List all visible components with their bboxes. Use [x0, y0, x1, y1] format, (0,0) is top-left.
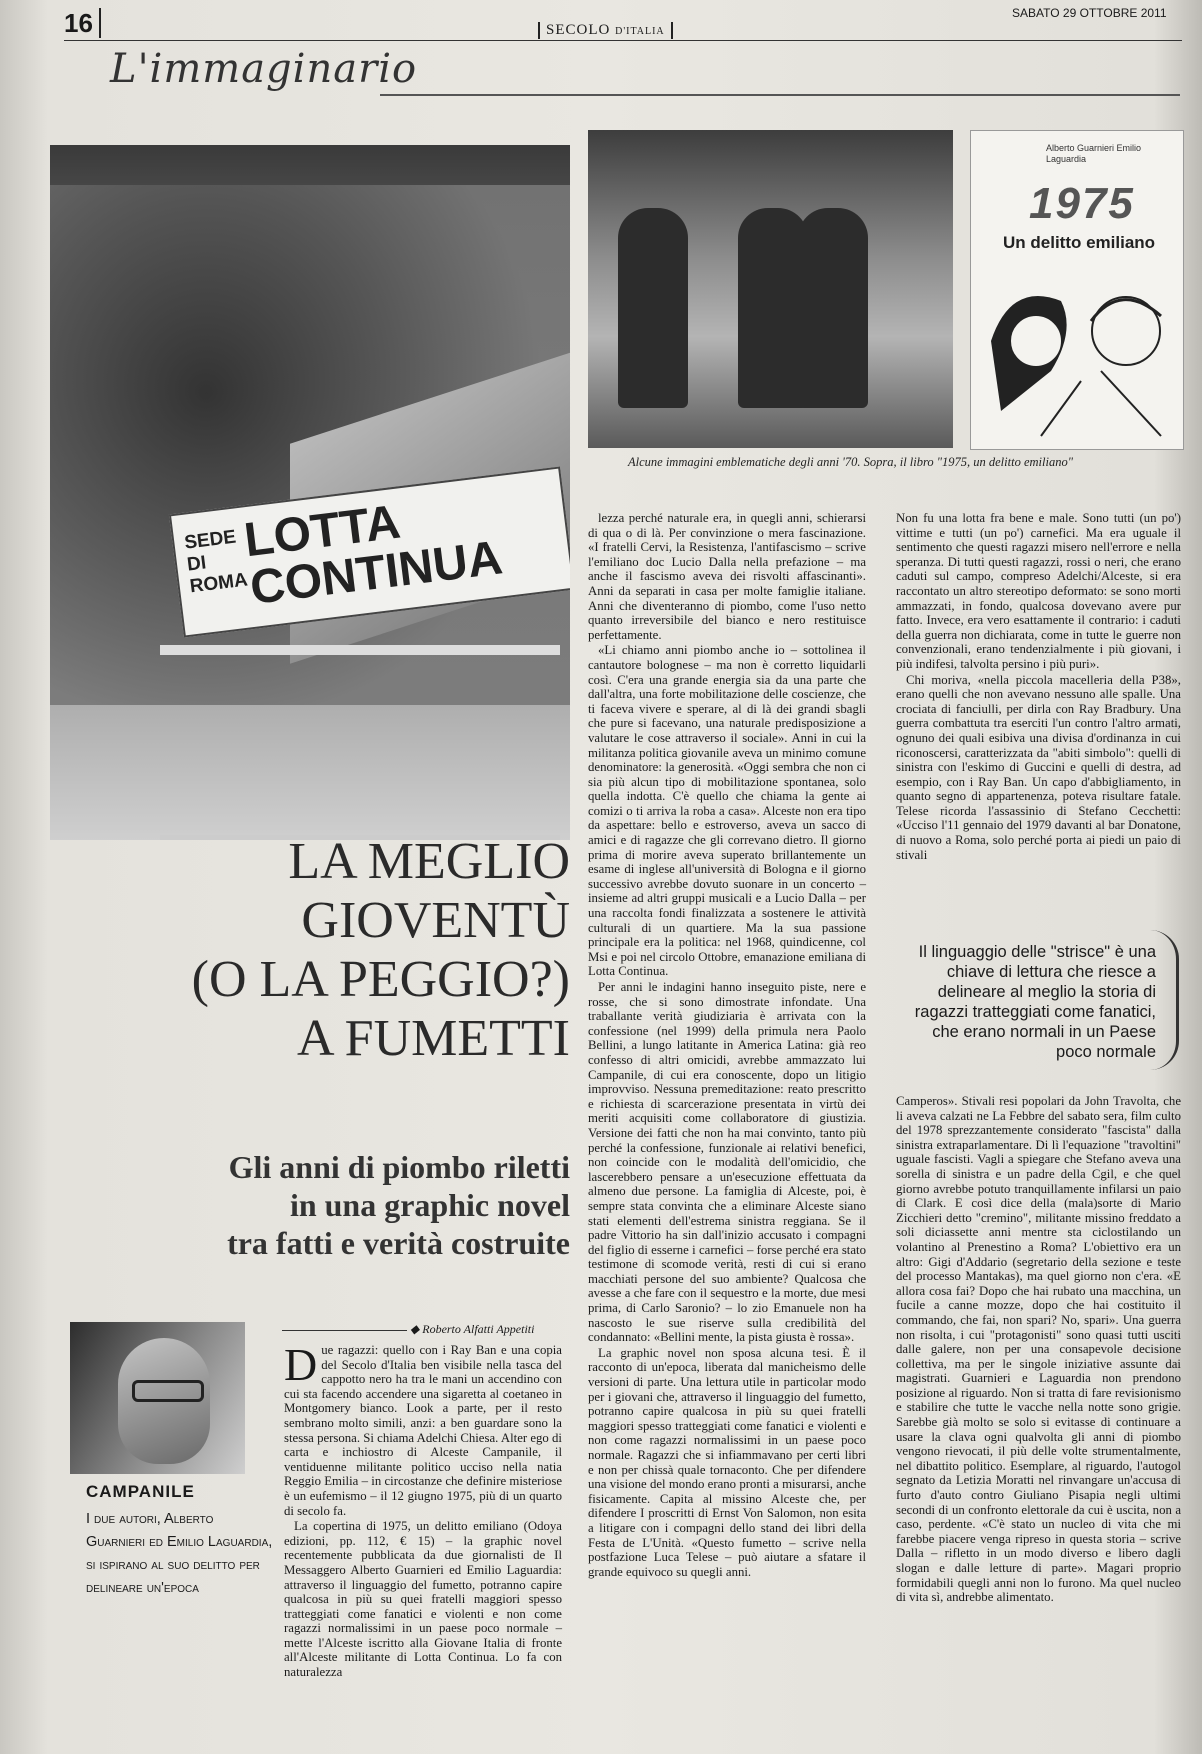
demonstration-photo [50, 145, 570, 840]
article-column-3 [896, 511, 1181, 863]
headline-line-4: A FUMETTI [297, 1010, 570, 1067]
issue-date: SABATO 29 OTTOBRE 2011 [1012, 6, 1167, 20]
col3b-paragraph-1: Camperos». Stivali resi popolari da John Travolta, che li aveva calzati ne La Febbre del sabato sera, film culto del 1978 sprezzantemente considerato "fascista" dalla sinistra extraparlamentare. Di lì l'equazione "travoltini" uguale fascisti. Vagli a spiegare che Stefano aveva una sorella di sinistra e un padre della Cgil, e che quel giorno avrebbe potuto tranquillamente infilarsi un paio di Clark. E così dice della (mala)sorte di Mario Zicchieri detto "cremino", militante missino freddato a soli diciassette anni mentre sta ciclostilando un volantino al Prenestino a Roma? L'obiettivo era un altro: Gigi d'Addario (segretario della sezione e teste del processo Mantakas), ma quel giorno non c'era. «E allora cosa fai? Dopo che hai rubato una macchina, un fucile a canne mozze, dopo che hai costituito il commando, che fai, non spari? No, spari». Una guerra non risolta, i cui "protagonisti" sono quasi tutti usciti dalle galere, non per una consapevole decisione collettiva, ma per le singole iniziative assunte dai magistrati. Guarnieri e Laguardia non prendono posizione al riguardo. Non si tratta di fare revisionismo e stabilire che tutte le vacche nella notte sono grigie. Sarebbe già molto se solo si evitasse di continuare a usare la clava ogni qualvolta gli anni di piombo vengono rievocati, il più delle volte strumentalmente, nel dibattito politico. Esemplare, al riguardo, l'autogol segnato da Letizia Moratti nel rinvangare un'accusa di furto d'auto contro Giuliano Pisapia negli ultimi secondi di un confronto elettorale da cui è uscita, non a caso, perdente. «C'è stato un nucleo di vita che mi farebbe piacere venga ripreso in questa storia – scrive Dalla – rifletto in un modo diverso e libero dagli slogan e dalle letture di parte». Magari proprio formidabili quegli anni non lo furono. Ma quel nucleo di vita sì, andrebbe alimentato. [896, 1094, 1181, 1605]
book-cover-image [970, 130, 1184, 450]
fence-shape [160, 645, 560, 840]
book-year: 1975 [1029, 179, 1135, 228]
col2-paragraph-4: La graphic novel non sposa alcuna tesi. È il racconto di un'epoca, liberata dal manicheismo delle versioni di parte. Una lettura utile in particolar modo per i giovani che, attraverso il linguaggio del fumetto, potranno capire qualcosa in più su quei fratelli maggiori spesso tratteggiati come fanatici e violenti e non come ragazzi normalissimi in un paese poco normale. Ragazzi che si infiammavano per certi libri e non per chissà quale tornaconto. Che per difendere una visione del mondo erano pronti a misurarsi, anche fisicamente. Capita al missino Alceste che, per difendere I proscritti di Ernst Von Salomon, non esita a litigare con i compagni dello stand dei libri della Festa de L'Unità. «Questo fumetto – scrive nella postfazione Luca Telese – può aiutare a sfatare il grande equivoco su quegli anni. [588, 1345, 866, 1579]
article-headline [160, 832, 570, 1068]
sidebar-title: CAMPANILE [86, 1482, 195, 1501]
headline-line-1: LA MEGLIO [288, 833, 570, 890]
col1-paragraph-1 [284, 1339, 562, 1518]
top-rule [64, 40, 1182, 41]
comic-drawing [981, 261, 1173, 441]
col3-paragraph-2: Chi moriva, «nella piccola macelleria della P38», erano quelli che non avevano nessuno alle spalle. Una crociata di fanciulli, per dirla con Ray Bradbury. Una guerra combattuta tra eserciti l'un contro l'altro armati, ognuno dei quali esibiva una divisa d'ordinanza in cui riconoscersi, caratterizzata da "abiti simbolo": quelli di sinistra con l'eskimo di Guccini e quelli di destra, ad esempio, con i Ray Ban. Un capo d'abbigliamento, in quanto segno di appartenenza, poteva risultare fatale. Telese ricorda l'assassinio di Stefano Cecchetti: «Ucciso l'11 gennaio del 1979 davanti al bar Donatone, di nuovo a Roma, solo perché porta ai piedi un paio di stivali [896, 672, 1181, 862]
paper-name [538, 22, 673, 39]
article-column-2 [588, 511, 866, 1580]
banner-text-large: LOTTA CONTINUA [241, 495, 506, 615]
portrait-glasses-shape [132, 1380, 204, 1402]
section-rule [380, 94, 1180, 96]
sidebar-text: I due autori, Alberto Guarnieri ed Emilio Laguardia, si ispirano al suo delitto per delineare un'epoca [86, 1511, 273, 1596]
street-clash-photo [588, 130, 953, 448]
paper-name-main: SECOLO [546, 22, 611, 38]
col1-paragraph-2: La copertina di 1975, un delitto emiliano (Odoya edizioni, pp. 112, € 15) – la graphic novel recentemente pubblicata da due giornalisti de Il Messaggero Alberto Guarnieri ed Emilio Laguardia: attraverso il linguaggio del fumetto, potranno capire qualcosa in più su quei fratelli maggiori spesso tratteggiati come fanatici e violenti e non come ragazzi normalissimi in un paese poco normale – mette l'Alceste iscritto alla Giovane Italia di fronte all'Alceste militante di Lotta Continua. Lo fa con naturalezza [284, 1519, 562, 1680]
subheadline-line-2: in una graphic novel [289, 1187, 570, 1223]
byline-rule [282, 1330, 407, 1331]
article-column-1 [284, 1339, 562, 1681]
book-authors: Alberto Guarnieri Emilio Laguardia [1046, 143, 1142, 164]
headline-line-2: GIOVENTÙ [301, 892, 570, 949]
figure-3 [798, 208, 868, 408]
banner-text-small: SEDE DI ROMA [183, 526, 249, 598]
article-column-3-continued [896, 1094, 1181, 1606]
portrait-photo [70, 1322, 245, 1474]
figure-1 [618, 208, 688, 408]
subheadline-line-1: Gli anni di piombo riletti [228, 1149, 570, 1185]
article-byline: ◆ Roberto Alfatti Appetiti [410, 1322, 535, 1336]
col3-paragraph-1: Non fu una lotta fra bene e male. Sono tutti (un po') vittime e tutti (un po') carnefici. Ma era uguale il sentimento che questi ragazzi misero nell'errore e nella speranza. Di tutti questi ragazzi, rossi o neri, che erano caduti sul campo, compreso Adelchi/Alceste, si era raccontato un altro stereotipo deformato: se sono morti ammazzati, in fondo, qualcosa dovevano avere pur fatto. Invece, era vero esattamente il contrario: i caduti della guerra non dichiarata, come in tutte le guerre non convenzionali, erano tendenzialmente i più giovani, i più indifesi, talvolta persino i più puri». [896, 511, 1181, 671]
drop-cap: D [284, 1339, 318, 1390]
photo-caption: Alcune immagini emblematiche degli anni '70. Sopra, il libro "1975, un delitto emiliano" [628, 455, 1073, 469]
byline-author: Roberto Alfatti Appetiti [422, 1322, 535, 1336]
paper-name-suffix: D'ITALIA [615, 26, 665, 37]
headline-line-3: (O LA PEGGIO?) [191, 951, 570, 1008]
section-title: L'immaginario [110, 46, 418, 92]
col2-paragraph-1: lezza perché naturale era, in quegli anni, schierarsi di qua o di là. Per convinzione o mera fascinazione. «I fratelli Cervi, la Resistenza, l'antifascismo – scrive l'emiliano doc Lucio Dalla nella prefazione – ma anche il fascismo aveva dei risvolti affascinanti». Anni da separati in casa per molte famiglie italiane. Anni che diventeranno di piombo, come l'uso netto quanto irreversibile del bianco e nero restituisce perfettamente. [588, 511, 866, 642]
subheadline-line-3: tra fatti e verità costruite [227, 1225, 570, 1261]
col2-paragraph-3: Per anni le indagini hanno inseguito piste, nere e rosse, che si sono dimostrate infondate. Una traballante verità giudiziaria è arrivata con la confessione (nel 1999) della primula nera Paolo Bellini, a lungo latitante in America Latina: già reo confesso di altri omicidi, avrebbe ammazzato lui Campanile, di cui era conoscente, dopo un litigio improvviso. Nessuna premeditazione: reato prescritto e richiesta di scarcerazione presentata in virtù dei meriti acquisiti come collaboratore di giustizia. Versione dei fatti che non ha mai convinto, tanto più perché la confessione, funzionale ai relativi benefici, non coincide con le modalità dell'omicidio, che lascerebbero pensare a un'esecuzione effettuata da almeno due persone. La famiglia di Alceste, poi, è sempre stata convinta che a eliminare Alceste siano stati elementi dell'estrema sinistra reggiana. Se il padre Vittorio ha sin dall'inizio accusato i compagni del figlio di esserne i carnefici – forse perché era stato testimone di scomode verità, resti di cui si erano macchiati persone del suo ambiente? Qualcosa che avesse a che fare con il sequestro e la morte, due mesi prima, di Carlo Saronio? – lo zio Emanuele non ha nascosto le sue riserve sulla credibilità del condannato: «Bellini mente, la pista giusta è rossa». [588, 980, 866, 1345]
pullquote: Il linguaggio delle "strisce" è una chiave di lettura che riesce a delineare al meglio la storia di ragazzi tratteggiati come fanatici, che erano normali in un Paese poco normale [914, 943, 1156, 1061]
article-subheadline [100, 1148, 570, 1262]
book-subtitle: Un delitto emiliano [1003, 233, 1156, 252]
col2-paragraph-2: «Li chiamo anni piombo anche io – sottolinea il cantautore bolognese – ma non è corretto liquidarli così. C'era una grande energia sia da una parte che dall'altra, una forte mobilitazione delle coscienze, che ti faceva vivere e sperare, al di là dei grandi sbagli che pure si facevano, una naturale predisposizione a valutare le cose attraverso il sociale». Anni in cui la militanza politica giovanile aveva un minimo comune denominatore: la generosità. «Oggi sembra che non ci sia più alcun tipo di mobilitazione spontanea, solo quella indotta. C'è quello che chiama la gente ai comizi o ti arriva la roba a casa». Alceste non era tipo da aspettare: bello e estroverso, aveva un sacco di amici e di ragazze che gli correvano dietro. Il giorno prima di morire aveva superato brillantemente un esame di inglese all'università di Bologna e il giorno successivo avrebbe dovuto suonare in un concerto – insieme ad altri gruppi musicali e a Lucio Dalla – per una raccolta fondi finalizzata a sostenere le attività culturali di un quartiere. Ma la sua passione principale era la politica: nel 1968, quindicenne, col Msi e poi nel circolo Ottobre, emanazione emiliana di Lotta Continua. [588, 643, 866, 979]
col1-paragraph-1-text: ue ragazzi: quello con i Ray Ban e una copia del Secolo d'Italia ben visibile nella tasca del cappotto nero ha tra le mani un accendino con cui sta facendo accendere una sigaretta al coetaneo in Montgomery bianco. Look a parte, per il resto sembrano molto simili, anzi: a ben guardare sono la stessa persona. Si chiama Adelchi Chiesa. Alter ego di carta e inchiostro di Alceste Campanile, il ventiduenne militante politico ucciso nella natia Reggio Emilia – in circostanze che definire misteriose è un eufemismo – il 12 giugno 1975, più di un quarto di secolo fa. [284, 1343, 562, 1518]
page-number: 16 [64, 8, 101, 38]
